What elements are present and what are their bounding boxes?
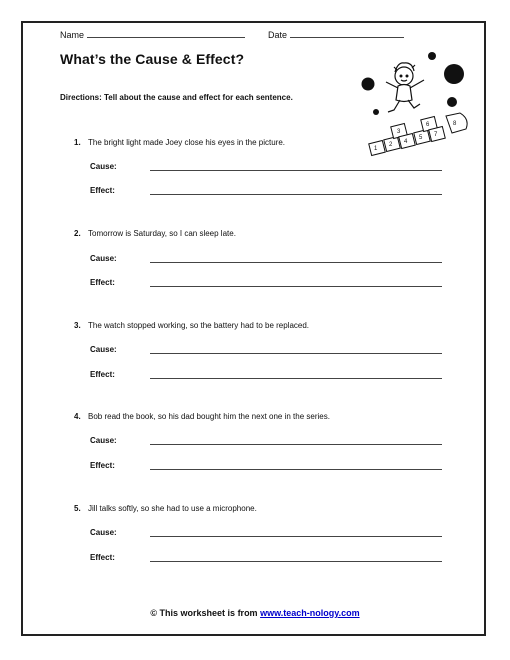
svg-text:8: 8 bbox=[453, 121, 457, 127]
effect-label: Effect: bbox=[90, 186, 115, 195]
effect-label: Effect: bbox=[90, 278, 115, 287]
question-1 bbox=[74, 138, 285, 147]
svg-text:4: 4 bbox=[404, 139, 408, 145]
effect-answer-line[interactable] bbox=[150, 194, 442, 195]
date-line[interactable] bbox=[290, 29, 404, 38]
question-4 bbox=[74, 412, 330, 421]
footer-credit bbox=[0, 608, 510, 618]
effect-answer-line[interactable] bbox=[150, 561, 442, 562]
svg-text:6: 6 bbox=[426, 122, 430, 128]
spot-icon bbox=[447, 97, 457, 107]
question-number: 3. bbox=[74, 321, 81, 330]
question-text: Tomorrow is Saturday, so I can sleep late. bbox=[88, 229, 236, 238]
footer-link[interactable]: www.teach-nology.com bbox=[260, 608, 360, 618]
question-text: The watch stopped working, so the battery had to be replaced. bbox=[88, 321, 310, 330]
hopscotch-illustration bbox=[352, 46, 472, 164]
directions-text: Directions: Tell about the cause and effect for each sentence. bbox=[60, 93, 293, 102]
question-text: The bright light made Joey close his eyes in the picture. bbox=[88, 138, 285, 147]
spot-icon bbox=[373, 109, 379, 115]
effect-answer-line[interactable] bbox=[150, 378, 442, 379]
cause-answer-line[interactable] bbox=[150, 444, 442, 445]
question-5 bbox=[74, 504, 257, 513]
name-field[interactable] bbox=[60, 29, 245, 40]
cause-answer-line[interactable] bbox=[150, 170, 442, 171]
spot-icon bbox=[362, 78, 375, 91]
svg-text:2: 2 bbox=[389, 142, 393, 148]
cause-answer-line[interactable] bbox=[150, 536, 442, 537]
spot-icon bbox=[444, 64, 464, 84]
question-number: 4. bbox=[74, 412, 81, 421]
cause-answer-line[interactable] bbox=[150, 353, 442, 354]
page-title: What’s the Cause & Effect? bbox=[60, 51, 245, 67]
name-line[interactable] bbox=[87, 29, 245, 38]
svg-text:5: 5 bbox=[419, 135, 423, 141]
spot-icon bbox=[428, 52, 436, 60]
question-text: Bob read the book, so his dad bought him the next one in the series. bbox=[88, 412, 330, 421]
cause-answer-line[interactable] bbox=[150, 262, 442, 263]
date-label: Date bbox=[268, 30, 288, 40]
footer-prefix: © This worksheet is from bbox=[150, 608, 261, 618]
child-figure bbox=[386, 63, 424, 112]
hopscotch-grid bbox=[369, 113, 467, 156]
date-field[interactable] bbox=[268, 29, 404, 40]
cause-label: Cause: bbox=[90, 345, 117, 354]
name-label: Name bbox=[60, 30, 85, 40]
effect-answer-line[interactable] bbox=[150, 286, 442, 287]
question-text: Jill talks softly, so she had to use a microphone. bbox=[88, 504, 257, 513]
question-3 bbox=[74, 321, 309, 330]
cause-label: Cause: bbox=[90, 528, 117, 537]
effect-label: Effect: bbox=[90, 370, 115, 379]
cause-label: Cause: bbox=[90, 254, 117, 263]
svg-text:7: 7 bbox=[434, 132, 438, 138]
question-2 bbox=[74, 229, 236, 238]
question-number: 2. bbox=[74, 229, 81, 238]
question-number: 1. bbox=[74, 138, 81, 147]
effect-answer-line[interactable] bbox=[150, 469, 442, 470]
question-number: 5. bbox=[74, 504, 81, 513]
svg-text:3: 3 bbox=[397, 129, 401, 135]
svg-text:1: 1 bbox=[374, 146, 378, 152]
effect-label: Effect: bbox=[90, 461, 115, 470]
cause-label: Cause: bbox=[90, 162, 117, 171]
effect-label: Effect: bbox=[90, 553, 115, 562]
cause-label: Cause: bbox=[90, 436, 117, 445]
